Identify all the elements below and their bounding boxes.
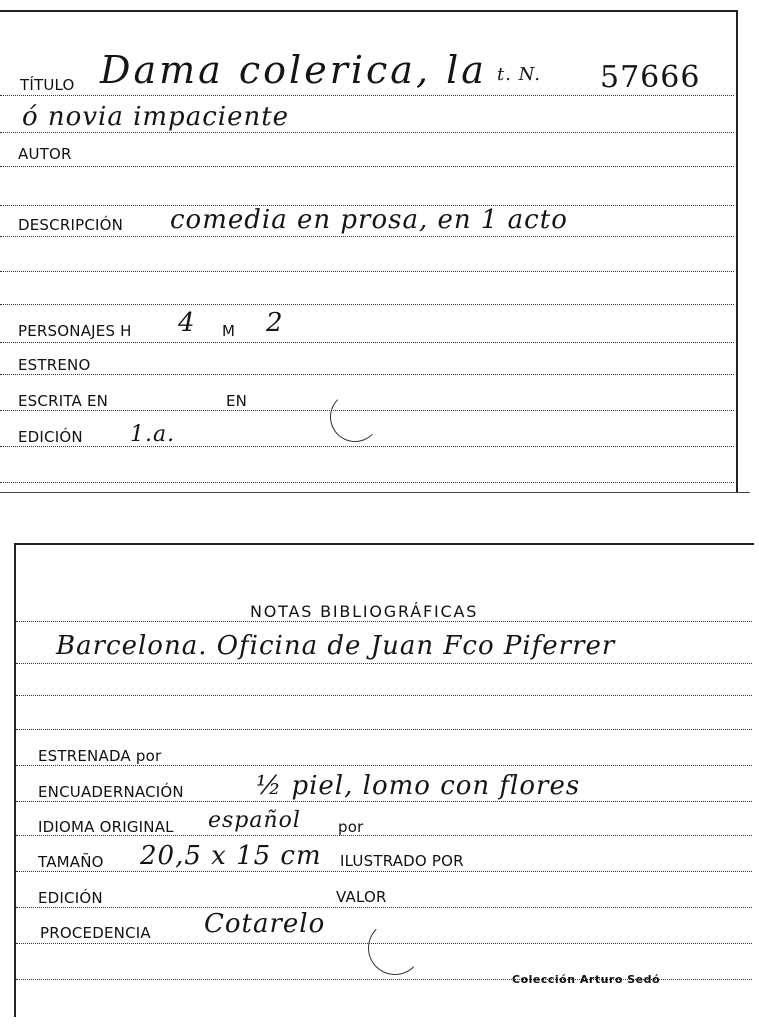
tamano-label: TAMAÑO (38, 853, 104, 871)
personajes-m-value: 2 (266, 308, 284, 338)
punch-hole (368, 921, 422, 975)
procedencia-value: Cotarelo (204, 909, 326, 939)
valor-label: VALOR (336, 888, 387, 906)
personajes-label: PERSONAJES H (18, 322, 132, 340)
catalog-number: 57666 (600, 60, 701, 95)
rule-line (16, 765, 752, 766)
estrenada-label: ESTRENADA por (38, 747, 162, 765)
idioma-value: español (208, 808, 301, 833)
rule-line (0, 271, 734, 272)
descripcion-label: DESCRIPCIÓN (18, 216, 124, 234)
edicion-value: 1.a. (130, 422, 176, 447)
descripcion-value: comedia en prosa, en 1 acto (170, 205, 568, 235)
rule-line (0, 482, 734, 483)
collection-stamp: Colección Arturo Sedó (512, 973, 661, 986)
titulo-label: TÍTULO (20, 76, 75, 94)
autor-label: AUTOR (18, 145, 72, 163)
edicion-bottom-label: EDICIÓN (38, 889, 103, 907)
rule-line (0, 304, 734, 305)
rule-line (16, 695, 752, 696)
en-label: EN (226, 392, 248, 410)
notas-value: Barcelona. Oficina de Juan Fco Piferrer (56, 631, 616, 661)
rule-line (16, 871, 752, 872)
rule-line (0, 132, 734, 133)
rule-line (0, 446, 734, 447)
idioma-label: IDIOMA ORIGINAL (38, 818, 174, 836)
catalog-card-top (0, 10, 738, 492)
rule-line (16, 621, 752, 622)
rule-line (0, 166, 734, 167)
catalog-card-bottom (14, 543, 754, 1017)
encuadernacion-label: ENCUADERNACIÓN (38, 783, 184, 801)
rule-line (0, 236, 734, 237)
card-cut-line (0, 492, 750, 493)
personajes-h-value: 4 (178, 308, 196, 338)
punch-hole (330, 392, 380, 442)
rule-line (0, 95, 734, 96)
estreno-label: ESTRENO (18, 356, 91, 374)
titulo-value-2: ó novia impaciente (22, 102, 290, 132)
rule-line (0, 342, 734, 343)
encuadernacion-value: ½ piel, lomo con flores (256, 771, 581, 801)
rule-line (0, 374, 734, 375)
escrita-en-label: ESCRITA EN (18, 392, 109, 410)
tamano-value: 20,5 x 15 cm (140, 841, 322, 871)
por-label: por (338, 818, 364, 836)
titulo-note: t. N. (497, 64, 541, 85)
rule-line (16, 907, 752, 908)
titulo-value: Dama colerica, la (100, 48, 487, 92)
personajes-m-label: M (222, 322, 236, 340)
ilustrado-label: ILUSTRADO POR (340, 852, 464, 870)
rule-line (16, 663, 752, 664)
rule-line (16, 729, 752, 730)
notas-title: NOTAS BIBLIOGRÁFICAS (250, 602, 479, 621)
procedencia-label: PROCEDENCIA (40, 924, 151, 942)
edicion-label: EDICIÓN (18, 428, 83, 446)
rule-line (16, 801, 752, 802)
